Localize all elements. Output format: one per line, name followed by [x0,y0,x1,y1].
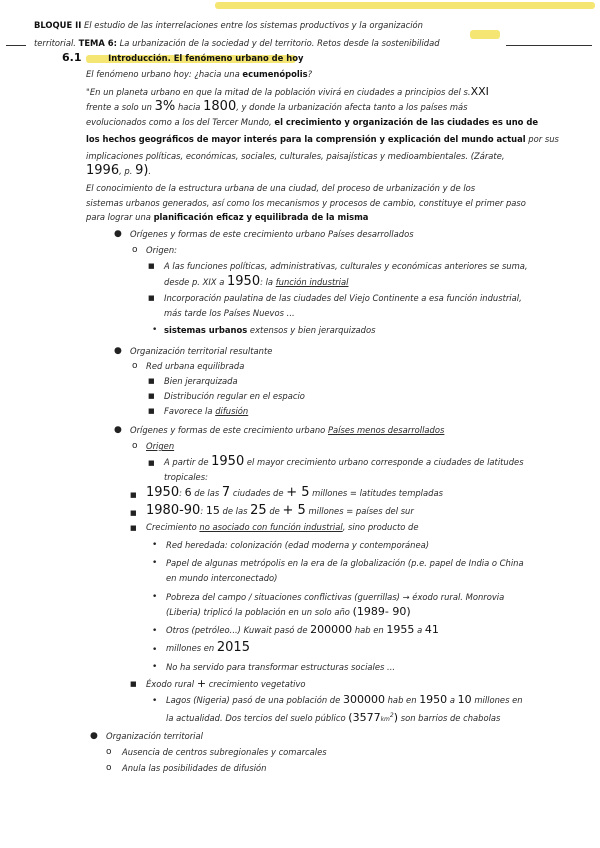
bullet-square: ■ [148,377,155,385]
bullet-dot: • [152,626,158,636]
bullet-dot: • [152,592,158,602]
bullet-circle: o [132,245,138,255]
bullet-square: ■ [148,407,155,415]
list-item: Ausencia de centros subregionales y comarcales [122,747,327,757]
stat-row: 1950: 6 de las 7 ciudades de + 5 millones = latitudes templadas [146,485,443,500]
list-item: sistemas urbanos extensos y bien jerarquizados [164,325,376,335]
list-item: Favorece la difusión [164,406,249,416]
bullet-square: ■ [148,392,155,400]
ecumenopolis-term: ecumenópolis [242,69,308,79]
list-item: Red heredada: colonización (edad moderna y contemporánea) [166,540,430,550]
intro-line: evolucionados como a los del Tercer Mundo, el crecimiento y organización de las ciudades es uno de [86,117,538,127]
intro-line: El conocimiento de la estructura urbana de una ciudad, del proceso de urbanización y de los [86,183,476,193]
intro-line: 1996, p. 9). [86,163,152,178]
list-item: Pobreza del campo / situaciones conflictivas (guerrillas) → éxodo rural. Monrovia [166,592,505,602]
block-subtitle: El estudio de las interrelaciones entre los sistemas productivos y la organización [84,20,423,30]
list-item: A las funciones políticas, administrativas, culturales y económicas anteriores se suma, [164,261,528,271]
stat-row: 1980-90: 15 de las 25 de + 5 millones = países del sur [146,503,414,518]
bullet-square: ■ [130,680,137,688]
topic-label: TEMA 6: [78,38,117,48]
bullet-dot: • [152,696,158,706]
list-item: Organización territorial [106,731,203,741]
bullet-square: ■ [148,262,155,270]
list-item: Organización territorial resultante [130,346,273,356]
bullet-circle: o [106,747,112,757]
list-item: A partir de 1950 el mayor crecimiento urbano corresponde a ciudades de latitudes [164,454,524,469]
bullet-square: ■ [148,459,155,467]
intro-line: para lograr una planificación eficaz y equilibrada de la misma [86,212,369,222]
bullet-square: ■ [130,509,137,517]
bullet-dot: • [152,540,158,550]
highlight-mark [215,2,595,9]
bullet-dot: ● [90,731,98,741]
intro-line: los hechos geográficos de mayor interés para la comprensión y explicación del mundo actual por sus [86,134,559,144]
highlight-mark [470,30,500,39]
list-item: Orígenes y formas de este crecimiento urbano Países menos desarrollados [130,425,445,435]
block-title: BLOQUE II [34,20,82,30]
list-item: Crecimiento no asociado con función industrial, sino producto de [146,522,419,532]
topic-title: La urbanización de la sociedad y del territorio. Retos desde la sostenibilidad [119,38,440,48]
margin-dash [506,45,592,46]
bullet-dot: • [152,325,158,335]
bullet-dot: • [152,662,158,672]
section-number: 6.1 [62,51,82,64]
bullet-square: ■ [130,491,137,499]
bullet-dot: ● [114,346,122,356]
bullet-dot: • [152,645,158,655]
header-line-1 [34,20,423,31]
list-item: No ha servido para transformar estructuras sociales ... [166,662,396,672]
bullet-square: ■ [148,294,155,302]
bullet-dot: ● [114,425,122,435]
list-item: Papel de algunas metrópolis en la era de la globalización (p.e. papel de India o China [166,558,524,568]
list-item: (Liberia) triplicó la población en un solo año (1989- 90) [166,605,411,618]
margin-dash [6,45,26,46]
intro-line: frente a solo un 3% hacia 1800, y donde la urbanización afecta tanto a los países más [86,99,468,114]
header-line-2: territorial. TEMA 6: La urbanización de la sociedad y del territorio. Retos desde la sostenibilidad [34,38,440,48]
section-heading [62,52,303,64]
intro-line: El fenómeno urbano hoy: ¿hacia una ecumenópolis? [86,69,313,79]
list-item: Origen [146,441,175,451]
list-item: millones en 2015 [166,640,250,655]
list-item: Incorporación paulatina de las ciudades del Viejo Continente a esa función industrial, [164,293,522,303]
list-item: Otros (petróleo...) Kuwait pasó de 200000 hab en 1955 a 41 [166,623,439,636]
bullet-circle: o [106,763,112,773]
intro-line: implicaciones políticas, económicas, sociales, culturales, paisajísticas y medioambientales. (Zárate, [86,151,505,161]
list-item: desde p. XIX a 1950: la función industrial [164,274,349,289]
bullet-circle: o [132,361,138,371]
list-item: Red urbana equilibrada [146,361,245,371]
list-item: en mundo interconectado) [166,573,278,583]
list-item: Anula las posibilidades de difusión [122,763,267,773]
list-item: la actualidad. Dos tercios del suelo público $(3577km^2)$ son barrios de chabolas [166,710,501,724]
bullet-dot: ● [114,229,122,239]
bullet-dot: • [152,558,158,568]
intro-line: sistemas urbanos generados, así como los mecanismos y procesos de cambio, constituye el primer paso [86,198,526,208]
list-item: Éxodo rural + crecimiento vegetativo [146,677,306,690]
list-item: Lagos (Nigeria) pasó de una población de 300000 hab en 1950 a 10 millones en [166,693,523,706]
list-item: Orígenes y formas de este crecimiento urbano Países desarrollados [130,229,414,239]
section-title: Introducción. El fenómeno urbano de hoy [108,53,304,63]
intro-line: "En un planeta urbano en que la mitad de la población vivirá en ciudades a principios del s.XXI [86,85,489,98]
bullet-square: ■ [130,524,137,532]
list-item: Distribución regular en el espacio [164,391,305,401]
bullet-circle: o [132,441,138,451]
list-item: más tarde los Países Nuevos ... [164,308,295,318]
list-item: Bien jerarquizada [164,376,238,386]
list-item: Origen: [146,245,177,255]
list-item: tropicales: [164,472,208,482]
